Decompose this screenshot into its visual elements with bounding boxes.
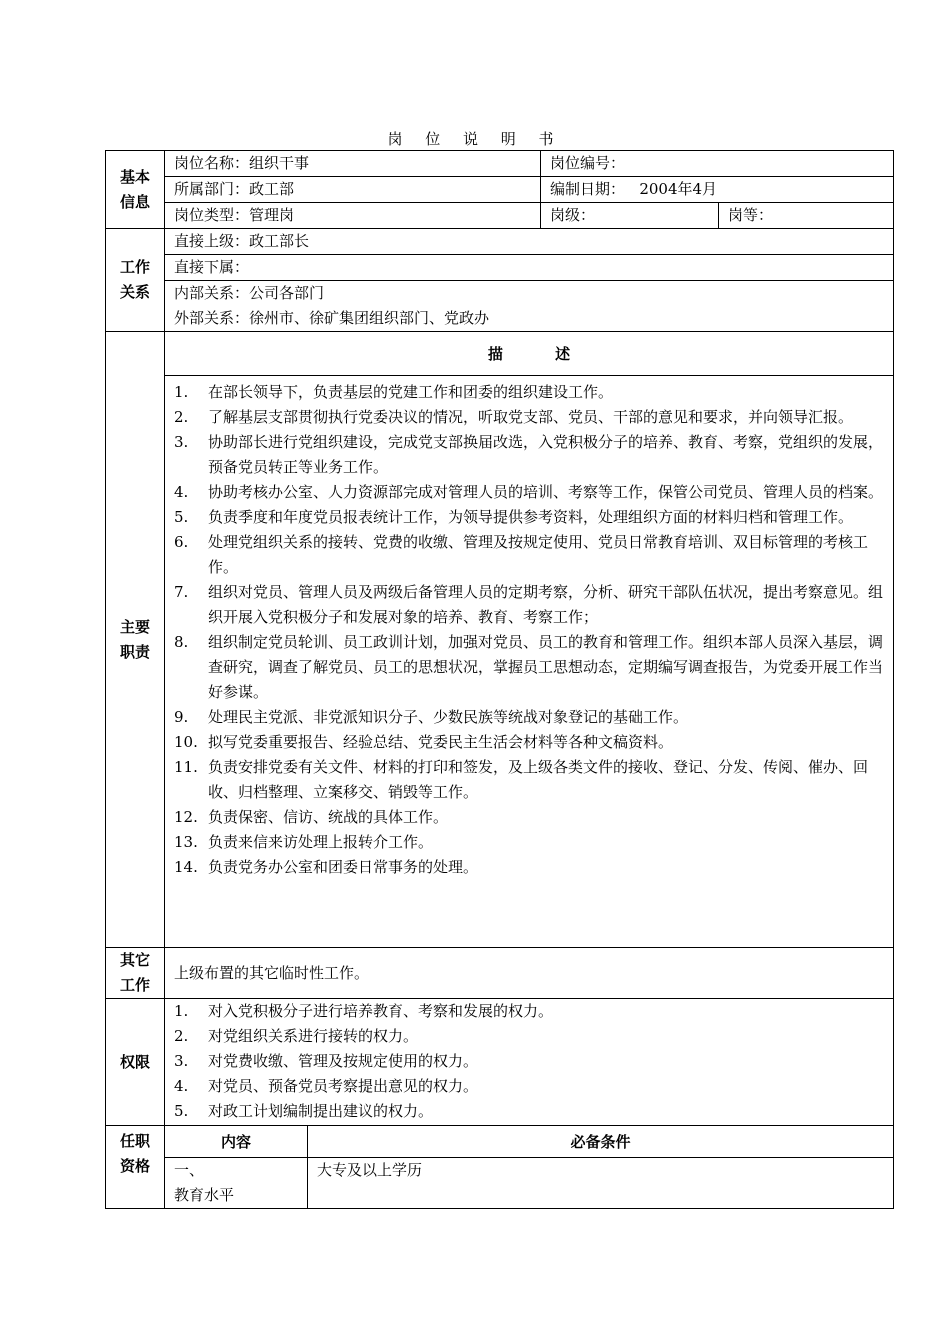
duty-item-text: 负责安排党委有关文件、材料的打印和签发，及上级各类文件的接收、登记、分发、传阅、催办、回收、归档整理、立案移交、销毁等工作。 [208, 758, 869, 801]
external-relations: 外部关系：徐州市、徐矿集团组织部门、党政办 [174, 309, 490, 327]
duty-item-text: 负责季度和年度党员报表统计工作，为领导提供参考资料，处理组织方面的材料归档和管理工作。 [208, 508, 854, 526]
authority-item [174, 1049, 889, 1074]
duty-item [174, 805, 889, 830]
duty-item-text: 负责保密、信访、统战的具体工作。 [208, 808, 449, 826]
compile-date: 编制日期： 2004年4月 [541, 177, 894, 203]
duty-item-number: 9. [174, 708, 189, 726]
duty-item-number: 4. [174, 483, 189, 501]
duty-item-number: 7. [174, 583, 189, 601]
authority-item-text: 对政工计划编制提出建议的权力。 [208, 1102, 434, 1120]
authority-item [174, 1099, 889, 1124]
authority-item-text: 对党费收缴、管理及按规定使用的权力。 [208, 1052, 479, 1070]
duty-item-text: 协助考核办公室、人力资源部完成对管理人员的培训、考察等工作，保管公司党员、管理人员的档案。 [208, 483, 884, 501]
duty-item-number: 8. [174, 633, 189, 651]
position-type: 岗位类型：管理岗 [165, 203, 541, 229]
duty-item-text: 处理党组织关系的接转、党费的收缴、管理及按规定使用、党员日常教育培训、双目标管理的考核工作。 [208, 533, 869, 576]
internal-relations: 内部关系：公司各部门 [174, 284, 325, 302]
authority-item [174, 999, 889, 1024]
duty-item [174, 755, 889, 805]
other-work-text: 上级布置的其它临时性工作。 [165, 948, 894, 999]
job-description-table [105, 150, 894, 1209]
position-level: 岗级： [541, 203, 719, 229]
duty-item-number: 14. [174, 858, 198, 876]
duty-item-number: 12. [174, 808, 198, 826]
duties-list [165, 376, 893, 881]
direct-subordinate: 直接下属： [165, 255, 894, 281]
authority-item-number: 2. [174, 1027, 189, 1045]
authority-item-text: 对党员、预备党员考察提出意见的权力。 [208, 1077, 479, 1095]
duty-item-text: 组织制定党员轮训、员工政训计划，加强对党员、员工的教育和管理工作。组织本部人员深入基层，调查研究，调查了解党员、员工的思想状况，掌握员工思想动态，定期编写调查报告，为党委开展工作当好参谋。 [208, 633, 884, 701]
qualification-content-header: 内容 [165, 1126, 308, 1158]
basic-info-label: 基本信息 [106, 151, 165, 229]
authority-label: 权限 [106, 999, 165, 1126]
authority-item-text: 对入党积极分子进行培养教育、考察和发展的权力。 [208, 1002, 554, 1020]
authority-item [174, 1074, 889, 1099]
duty-item [174, 530, 889, 580]
duty-item-number: 10. [174, 733, 198, 751]
duty-item [174, 830, 889, 855]
authority-item-number: 1. [174, 1002, 189, 1020]
position-grade: 岗等： [719, 203, 894, 229]
duty-item-number: 2. [174, 408, 189, 426]
main-duties-label: 主要职责 [106, 332, 165, 948]
position-code: 岗位编号： [541, 151, 894, 177]
duties-header: 描 述 [165, 332, 894, 376]
position-name: 岗位名称：组织干事 [165, 151, 541, 177]
authority-item-text: 对党组织关系进行接转的权力。 [208, 1027, 419, 1045]
authority-item-number: 4. [174, 1077, 189, 1095]
duty-item-number: 3. [174, 433, 189, 451]
duty-item-text: 拟写党委重要报告、经验总结、党委民主生活会材料等各种文稿资料。 [208, 733, 674, 751]
work-relations-label: 工作关系 [106, 229, 165, 332]
duty-item-text: 处理民主党派、非党派知识分子、少数民族等统战对象登记的基础工作。 [208, 708, 689, 726]
direct-superior: 直接上级：政工部长 [165, 229, 894, 255]
duty-item-text: 负责党务办公室和团委日常事务的处理。 [208, 858, 479, 876]
duty-item-text: 组织对党员、管理人员及两级后备管理人员的定期考察，分析、研究干部队伍状况，提出考察意见。组织开展入党积极分子和发展对象的培养、教育、考察工作； [208, 583, 884, 626]
other-work-label: 其它工作 [106, 948, 165, 999]
duty-item [174, 705, 889, 730]
duty-item [174, 480, 889, 505]
authority-list-cell [165, 999, 894, 1126]
duty-item [174, 505, 889, 530]
authority-item [174, 1024, 889, 1049]
duty-item-number: 13. [174, 833, 198, 851]
duty-item-text: 负责来信来访处理上报转介工作。 [208, 833, 434, 851]
duty-item [174, 430, 889, 480]
duty-item [174, 730, 889, 755]
duty-item-number: 6. [174, 533, 189, 551]
duty-item [174, 380, 889, 405]
duty-item-number: 11. [174, 758, 198, 776]
duty-item-text: 协助部长进行党组织建设，完成党支部换届改选，入党积极分子的培养、教育、考察，党组织的发展，预备党员转正等业务工作。 [208, 433, 884, 476]
qualification-label: 任职资格 [106, 1126, 165, 1209]
relations-detail [165, 281, 894, 332]
duty-item [174, 630, 889, 705]
duty-item-number: 5. [174, 508, 189, 526]
duty-item [174, 855, 889, 880]
authority-list [165, 999, 893, 1125]
authority-item-number: 5. [174, 1102, 189, 1120]
duty-item-text: 了解基层支部贯彻执行党委决议的情况，听取党支部、党员、干部的意见和要求，并向领导汇报。 [208, 408, 854, 426]
qualification-requirement: 大专及以上学历 [308, 1158, 894, 1209]
document-title: 岗 位 说 明 书 [387, 130, 563, 148]
duties-list-cell [165, 376, 894, 948]
authority-item-number: 3. [174, 1052, 189, 1070]
qualification-item: 一、 教育水平 [165, 1158, 308, 1209]
duty-item [174, 405, 889, 430]
duty-item [174, 580, 889, 630]
duty-item-number: 1. [174, 383, 189, 401]
qualification-requirement-header: 必备条件 [308, 1126, 894, 1158]
department: 所属部门：政工部 [165, 177, 541, 203]
duty-item-text: 在部长领导下，负责基层的党建工作和团委的组织建设工作。 [208, 383, 614, 401]
